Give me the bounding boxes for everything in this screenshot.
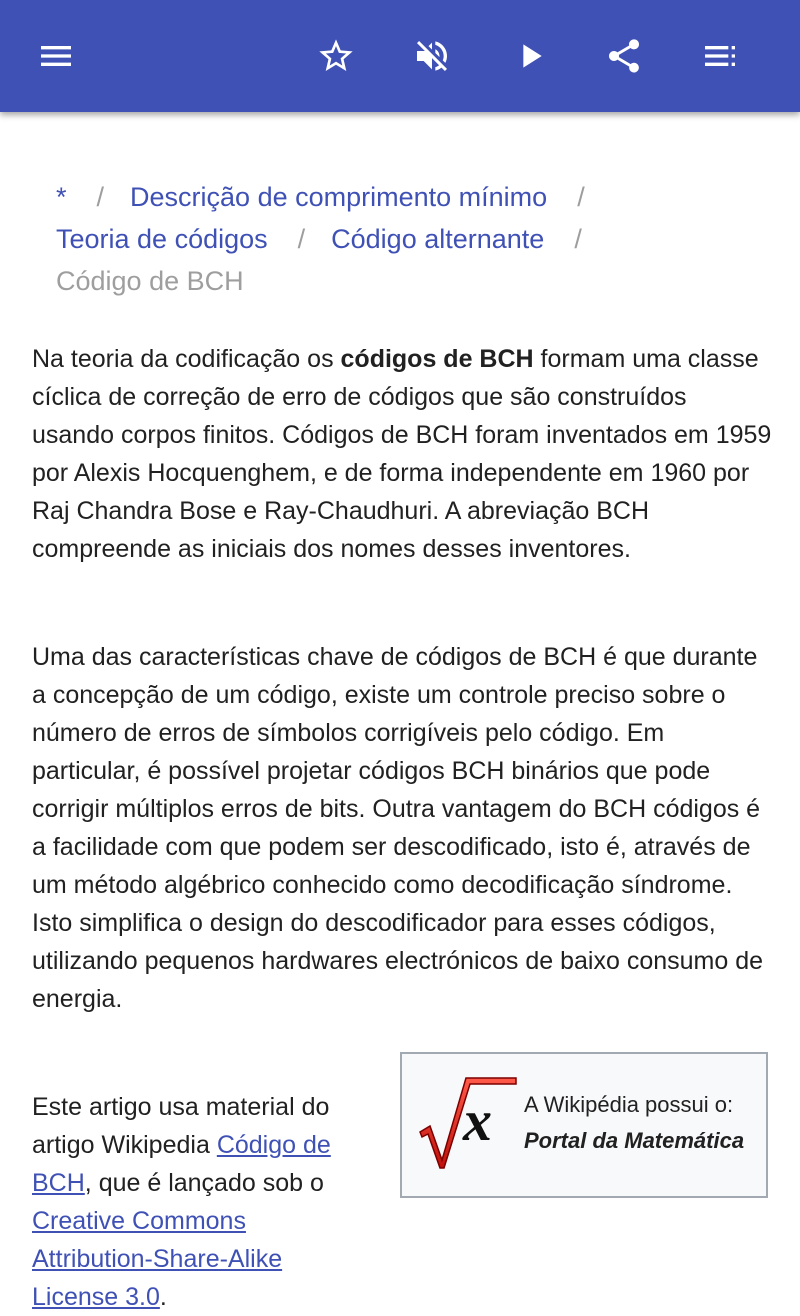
play-icon <box>510 36 550 76</box>
volume-off-icon <box>412 36 452 76</box>
portal-name[interactable]: Portal da Matemática <box>524 1128 745 1153</box>
breadcrumb-current: Código de BCH <box>56 266 244 296</box>
portal-intro: A Wikipédia possui o: <box>524 1092 734 1117</box>
breadcrumb <box>56 176 756 302</box>
menu-button[interactable] <box>28 28 84 84</box>
playlist-icon <box>700 36 740 76</box>
paragraph-text: Na teoria da codificação os <box>32 345 341 373</box>
term-bold: códigos de BCH <box>340 345 534 373</box>
contents-button[interactable] <box>692 28 748 84</box>
breadcrumb-separator: / <box>297 224 306 254</box>
breadcrumb-item-root[interactable]: * <box>56 182 67 212</box>
svg-text:x: x <box>463 1088 492 1153</box>
menu-icon <box>36 36 76 76</box>
app-bar <box>0 0 800 112</box>
article-paragraph-intro <box>32 340 772 568</box>
breadcrumb-item-mdl[interactable]: Descrição de comprimento mínimo <box>130 182 548 212</box>
play-button[interactable] <box>502 28 558 84</box>
star-icon <box>316 36 356 76</box>
portal-box[interactable] <box>400 1052 768 1198</box>
wikipedia-article-link[interactable]: Código de BCH <box>32 1131 331 1197</box>
paragraph-text: . <box>159 1283 167 1311</box>
paragraph-text: , que é lançado sob o <box>84 1169 324 1197</box>
breadcrumb-separator: / <box>574 224 582 254</box>
breadcrumb-item-alternant-code[interactable]: Código alternante <box>331 224 545 254</box>
share-icon <box>604 36 644 76</box>
breadcrumb-separator: / <box>577 182 585 212</box>
breadcrumb-item-coding-theory[interactable]: Teoria de códigos <box>56 224 268 254</box>
favorite-button[interactable] <box>308 28 364 84</box>
sqrt-x-logo <box>418 1072 518 1172</box>
article-paragraph-features: Uma das características chave de códigos de BCH é que durante a concepção de um código, existe um controle preciso sobre o número de erros de símbolos corrigíveis pelo código. Em particular, é possível projetar códigos BCH binários que pode corrigir múltiplos erros de bits. Outra vantagem do BCH códigos é a facilidade com que podem ser descodificado, isto é, através de um método algébrico conhecido como decodificação síndrome. Isto simplifica o design do descodificador para esses códigos, utilizando pequenos hardwares electrónicos de baixo consumo de energia. <box>32 643 764 1013</box>
paragraph-text: formam uma classe cíclica de correção de erro de códigos que são construídos usando corpos finitos. Códigos de BCH foram inventados em 1959 por Alexis Hocquenghem, e de forma independente em 1960 por Raj Chandra Bose e Ray-Chaudhuri. A abreviação BCH compreende as iniciais dos nomes desses inventores. <box>32 345 772 563</box>
paragraph-text: Este artigo usa material do artigo Wikipedia <box>32 1093 330 1159</box>
share-button[interactable] <box>596 28 652 84</box>
mute-button[interactable] <box>404 28 460 84</box>
article-paragraph-license <box>32 1088 362 1316</box>
license-link[interactable]: Creative Commons Attribution-Share-Alike License 3.0 <box>32 1207 283 1311</box>
breadcrumb-separator: / <box>96 182 105 212</box>
